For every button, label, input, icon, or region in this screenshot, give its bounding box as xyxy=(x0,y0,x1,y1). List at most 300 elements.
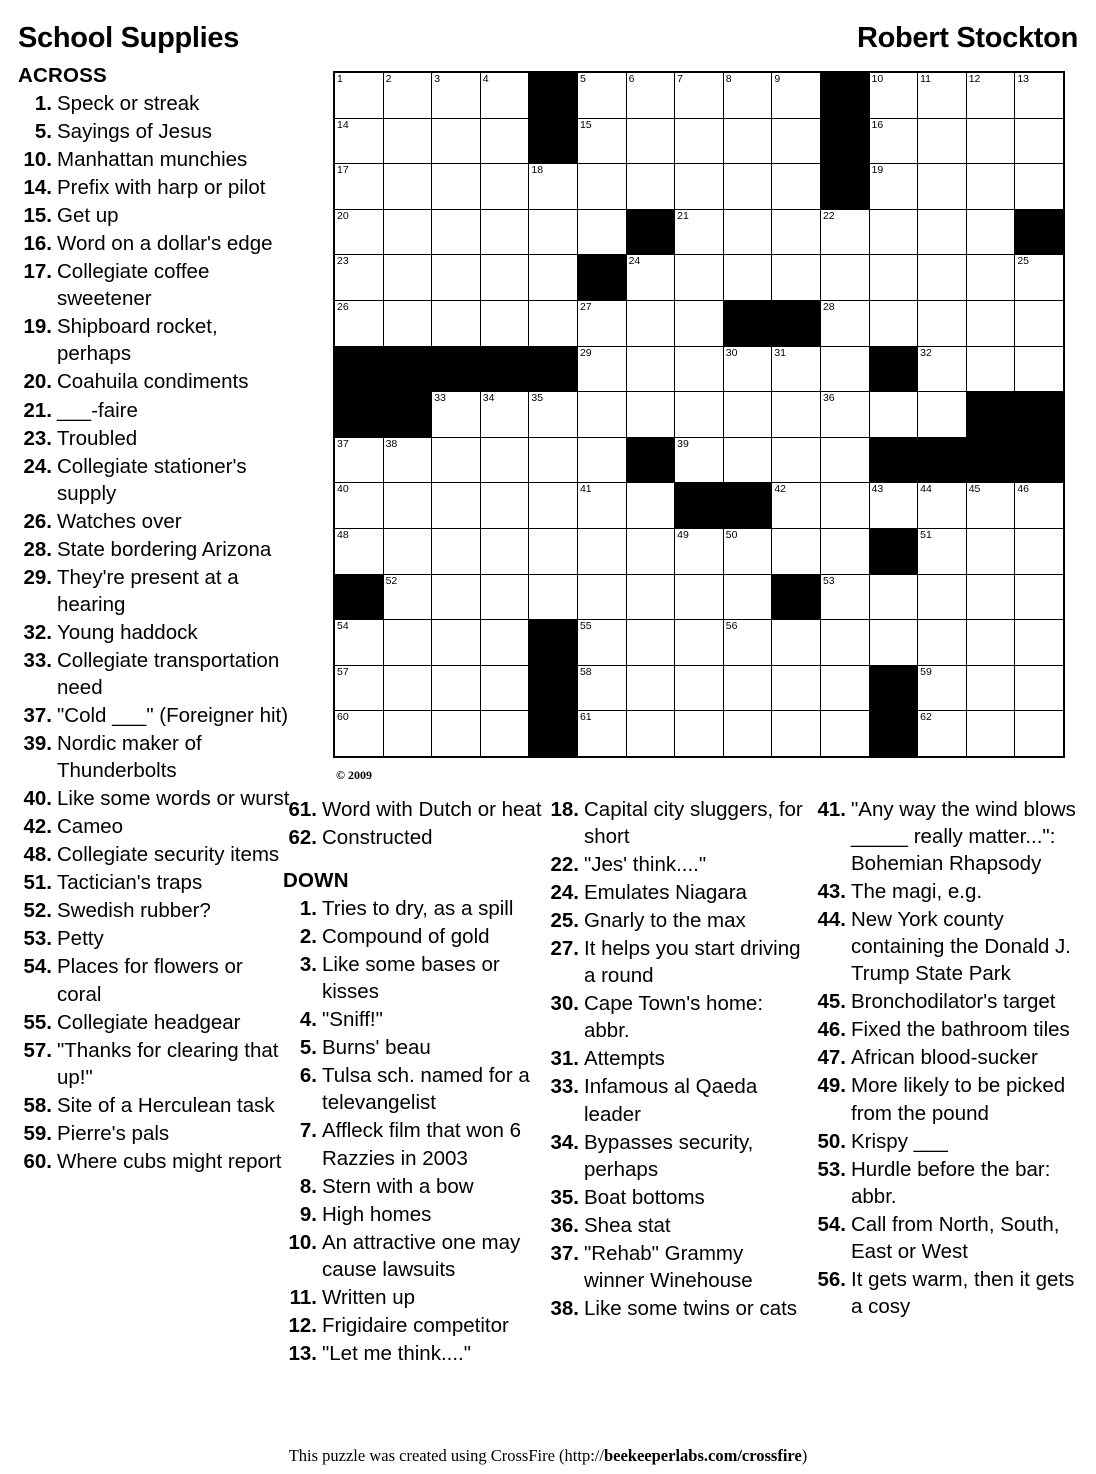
grid-cell-number: 30 xyxy=(725,346,738,359)
clue-item xyxy=(545,879,807,906)
grid-cell[interactable] xyxy=(918,118,967,164)
clue-text: Tactician's traps xyxy=(57,871,203,895)
grid-block-cell xyxy=(723,483,772,529)
grid-block-cell xyxy=(334,574,383,620)
grid-cell-number: 36 xyxy=(822,392,835,405)
grid-cell[interactable] xyxy=(675,164,724,210)
grid-cell[interactable] xyxy=(432,483,481,529)
clue-item xyxy=(18,619,290,646)
grid-cell-number: 45 xyxy=(968,483,981,496)
grid-cell[interactable] xyxy=(918,528,967,574)
grid-cell[interactable] xyxy=(432,255,481,301)
grid-cell[interactable] xyxy=(675,528,724,574)
grid-cell[interactable] xyxy=(1015,574,1064,620)
down-clue-list-2 xyxy=(545,796,807,1322)
grid-cell[interactable] xyxy=(723,209,772,255)
grid-cell[interactable] xyxy=(480,255,529,301)
clue-number: 23. xyxy=(23,426,52,450)
clue-text: Gnarly to the max xyxy=(584,909,746,933)
grid-cell[interactable] xyxy=(820,437,869,483)
grid-cell[interactable] xyxy=(626,118,675,164)
grid-cell[interactable] xyxy=(626,255,675,301)
grid-cell[interactable] xyxy=(820,574,869,620)
grid-cell[interactable] xyxy=(869,164,918,210)
grid-cell[interactable] xyxy=(577,392,626,438)
grid-cell[interactable] xyxy=(480,620,529,666)
clue-item xyxy=(18,953,290,1007)
grid-cell[interactable] xyxy=(577,346,626,392)
grid-cell-number: 14 xyxy=(337,118,349,131)
grid-cell[interactable] xyxy=(529,392,578,438)
grid-cell[interactable] xyxy=(918,620,967,666)
grid-cell[interactable] xyxy=(918,665,967,711)
clue-item xyxy=(18,453,290,507)
grid-cell[interactable] xyxy=(1015,300,1064,346)
clue-item xyxy=(545,1184,807,1211)
clue-text: Krispy ___ xyxy=(851,1129,948,1153)
grid-cell[interactable] xyxy=(723,255,772,301)
grid-cell[interactable] xyxy=(334,118,383,164)
clue-item xyxy=(545,990,807,1044)
grid-cell[interactable] xyxy=(675,209,724,255)
grid-cell[interactable] xyxy=(1015,255,1064,301)
clue-number: 47. xyxy=(817,1046,846,1070)
clue-text: Infamous al Qaeda leader xyxy=(584,1075,758,1126)
clue-text: Tries to dry, as a spill xyxy=(322,897,514,921)
grid-cell[interactable] xyxy=(772,118,821,164)
grid-cell[interactable] xyxy=(675,72,724,118)
clue-number: 54. xyxy=(817,1212,846,1236)
grid-cell[interactable] xyxy=(480,528,529,574)
grid-cell[interactable] xyxy=(480,72,529,118)
grid-cell-number: 28 xyxy=(822,300,835,313)
clue-number: 55. xyxy=(23,1010,52,1034)
crossword-grid[interactable] xyxy=(333,71,1065,758)
clue-item xyxy=(545,1240,807,1294)
grid-cell[interactable] xyxy=(432,574,481,620)
grid-cell[interactable] xyxy=(966,665,1015,711)
clue-item xyxy=(18,536,290,563)
grid-cell[interactable] xyxy=(529,164,578,210)
grid-cell[interactable] xyxy=(966,574,1015,620)
clue-number: 61. xyxy=(288,798,317,821)
clue-item xyxy=(545,1073,807,1127)
clue-text: Fixed the bathroom tiles xyxy=(851,1018,1070,1042)
clue-text: "Cold ___" (Foreigner hit) xyxy=(57,704,289,728)
grid-cell[interactable] xyxy=(626,665,675,711)
grid-cell[interactable] xyxy=(723,620,772,666)
clue-text: Prefix with harp or pilot xyxy=(57,176,266,200)
grid-cell[interactable] xyxy=(626,620,675,666)
grid-cell[interactable] xyxy=(334,72,383,118)
grid-cell[interactable] xyxy=(723,574,772,620)
crossword-grid-table[interactable] xyxy=(333,71,1065,758)
grid-cell[interactable] xyxy=(383,437,432,483)
page-header xyxy=(18,22,1078,58)
grid-cell[interactable] xyxy=(577,209,626,255)
grid-block-cell xyxy=(820,164,869,210)
grid-cell-number: 5 xyxy=(579,73,586,85)
grid-cell[interactable] xyxy=(675,346,724,392)
clue-number: 3. xyxy=(299,953,317,977)
grid-cell[interactable] xyxy=(966,620,1015,666)
grid-cell[interactable] xyxy=(1015,665,1064,711)
grid-cell[interactable] xyxy=(383,483,432,529)
grid-cell[interactable] xyxy=(966,528,1015,574)
grid-cell[interactable] xyxy=(869,118,918,164)
grid-cell[interactable] xyxy=(626,346,675,392)
grid-cell[interactable] xyxy=(1015,118,1064,164)
grid-cell[interactable] xyxy=(675,574,724,620)
grid-block-cell xyxy=(820,118,869,164)
grid-cell[interactable] xyxy=(869,72,918,118)
grid-cell-number: 12 xyxy=(968,73,981,85)
clue-item xyxy=(283,1201,543,1228)
grid-cell[interactable] xyxy=(432,620,481,666)
clue-item xyxy=(283,1006,543,1033)
grid-cell[interactable] xyxy=(626,72,675,118)
grid-cell[interactable] xyxy=(675,665,724,711)
grid-cell-number: 34 xyxy=(482,392,495,405)
grid-cell[interactable] xyxy=(675,437,724,483)
grid-cell[interactable] xyxy=(820,209,869,255)
grid-cell[interactable] xyxy=(626,300,675,346)
clue-item xyxy=(812,796,1080,877)
grid-cell[interactable] xyxy=(529,255,578,301)
grid-cell[interactable] xyxy=(480,437,529,483)
grid-cell[interactable] xyxy=(529,300,578,346)
grid-cell[interactable] xyxy=(334,300,383,346)
grid-cell[interactable] xyxy=(772,346,821,392)
clue-number: 58. xyxy=(23,1093,52,1117)
grid-cell-number: 32 xyxy=(920,346,932,359)
grid-row xyxy=(334,72,1064,118)
grid-cell[interactable] xyxy=(869,483,918,529)
grid-cell[interactable] xyxy=(675,392,724,438)
grid-cell[interactable] xyxy=(772,665,821,711)
grid-cell-number: 26 xyxy=(337,300,349,313)
grid-cell[interactable] xyxy=(529,483,578,529)
grid-cell[interactable] xyxy=(723,164,772,210)
grid-cell[interactable] xyxy=(966,209,1015,255)
grid-cell[interactable] xyxy=(577,300,626,346)
grid-cell[interactable] xyxy=(918,346,967,392)
grid-block-cell xyxy=(1015,437,1064,483)
grid-cell[interactable] xyxy=(432,528,481,574)
grid-cell[interactable] xyxy=(577,528,626,574)
grid-cell[interactable] xyxy=(772,620,821,666)
grid-cell[interactable] xyxy=(723,118,772,164)
grid-cell[interactable] xyxy=(334,164,383,210)
grid-cell[interactable] xyxy=(383,711,432,757)
grid-cell[interactable] xyxy=(334,665,383,711)
grid-cell[interactable] xyxy=(820,346,869,392)
grid-cell[interactable] xyxy=(966,711,1015,757)
grid-cell[interactable] xyxy=(820,665,869,711)
grid-cell[interactable] xyxy=(480,209,529,255)
clue-item xyxy=(18,1148,290,1175)
grid-cell[interactable] xyxy=(1015,620,1064,666)
grid-cell-number: 62 xyxy=(920,711,932,724)
grid-cell[interactable] xyxy=(772,255,821,301)
grid-cell[interactable] xyxy=(529,528,578,574)
clue-item xyxy=(18,1092,290,1119)
grid-block-cell xyxy=(626,209,675,255)
clue-item xyxy=(18,425,290,452)
grid-cell[interactable] xyxy=(577,620,626,666)
grid-cell[interactable] xyxy=(432,118,481,164)
clue-text: Cameo xyxy=(57,815,124,839)
grid-cell[interactable] xyxy=(432,72,481,118)
grid-cell[interactable] xyxy=(577,437,626,483)
clue-number: 31. xyxy=(550,1047,579,1071)
clue-number: 45. xyxy=(817,990,846,1014)
grid-cell[interactable] xyxy=(577,665,626,711)
grid-cell[interactable] xyxy=(480,118,529,164)
grid-cell[interactable] xyxy=(334,483,383,529)
grid-cell[interactable] xyxy=(383,665,432,711)
grid-cell-number: 59 xyxy=(920,665,932,678)
grid-cell[interactable] xyxy=(383,118,432,164)
grid-cell[interactable] xyxy=(334,620,383,666)
across-heading: ACROSS xyxy=(18,64,107,87)
grid-cell[interactable] xyxy=(334,711,383,757)
grid-cell[interactable] xyxy=(1015,164,1064,210)
grid-cell[interactable] xyxy=(772,711,821,757)
grid-cell[interactable] xyxy=(577,483,626,529)
clue-text: Collegiate coffee sweetener xyxy=(57,260,210,311)
down-clue-list-3 xyxy=(812,796,1080,1320)
grid-cell[interactable] xyxy=(966,72,1015,118)
grid-cell[interactable] xyxy=(966,118,1015,164)
clue-number: 24. xyxy=(550,881,579,905)
grid-block-cell xyxy=(480,346,529,392)
grid-cell[interactable] xyxy=(966,483,1015,529)
grid-cell[interactable] xyxy=(480,300,529,346)
grid-cell[interactable] xyxy=(723,72,772,118)
clue-number: 49. xyxy=(817,1074,846,1098)
grid-cell[interactable] xyxy=(383,300,432,346)
grid-cell[interactable] xyxy=(772,164,821,210)
clue-number: 7. xyxy=(299,1119,317,1143)
grid-cell[interactable] xyxy=(772,483,821,529)
grid-block-cell xyxy=(772,574,821,620)
grid-cell[interactable] xyxy=(577,118,626,164)
grid-cell[interactable] xyxy=(432,209,481,255)
clue-text: Capital city sluggers, for short xyxy=(584,798,803,849)
grid-cell[interactable] xyxy=(918,72,967,118)
grid-cell[interactable] xyxy=(334,528,383,574)
grid-cell[interactable] xyxy=(480,665,529,711)
grid-cell[interactable] xyxy=(626,483,675,529)
grid-row xyxy=(334,164,1064,210)
grid-row xyxy=(334,483,1064,529)
grid-cell[interactable] xyxy=(529,437,578,483)
grid-cell[interactable] xyxy=(723,665,772,711)
grid-cell[interactable] xyxy=(918,392,967,438)
clue-text: Word on a dollar's edge xyxy=(57,232,273,256)
grid-cell[interactable] xyxy=(820,392,869,438)
grid-cell[interactable] xyxy=(723,437,772,483)
grid-cell[interactable] xyxy=(1015,346,1064,392)
clue-item xyxy=(18,118,290,145)
grid-cell[interactable] xyxy=(869,209,918,255)
clue-number: 56. xyxy=(817,1267,846,1291)
clue-number: 36. xyxy=(550,1213,579,1237)
grid-cell[interactable] xyxy=(383,72,432,118)
grid-cell[interactable] xyxy=(675,118,724,164)
grid-cell[interactable] xyxy=(820,255,869,301)
grid-cell[interactable] xyxy=(432,392,481,438)
grid-cell[interactable] xyxy=(820,300,869,346)
clue-item xyxy=(812,1072,1080,1126)
grid-cell[interactable] xyxy=(820,528,869,574)
grid-cell[interactable] xyxy=(869,574,918,620)
clue-number: 21. xyxy=(23,398,52,422)
clue-number: 10. xyxy=(23,148,52,172)
clue-item xyxy=(18,146,290,173)
copyright-notice: © 2009 xyxy=(336,768,372,782)
grid-cell-number: 16 xyxy=(871,118,884,131)
grid-cell[interactable] xyxy=(577,164,626,210)
grid-cell[interactable] xyxy=(432,437,481,483)
grid-cell[interactable] xyxy=(334,437,383,483)
grid-cell[interactable] xyxy=(966,300,1015,346)
clue-item xyxy=(18,647,290,701)
grid-cell[interactable] xyxy=(529,209,578,255)
grid-cell[interactable] xyxy=(918,164,967,210)
grid-cell-number: 42 xyxy=(774,483,787,496)
grid-cell[interactable] xyxy=(480,574,529,620)
clue-number: 35. xyxy=(550,1185,579,1209)
grid-cell[interactable] xyxy=(675,620,724,666)
grid-block-cell xyxy=(869,528,918,574)
grid-cell-number: 24 xyxy=(628,255,641,268)
grid-cell[interactable] xyxy=(383,528,432,574)
grid-cell[interactable] xyxy=(918,255,967,301)
clue-text: Like some twins or cats xyxy=(584,1296,798,1320)
grid-cell[interactable] xyxy=(1015,72,1064,118)
clue-text: They're present at a hearing xyxy=(57,565,239,616)
grid-cell[interactable] xyxy=(723,711,772,757)
grid-cell[interactable] xyxy=(675,711,724,757)
clue-text: African blood-sucker xyxy=(851,1046,1038,1070)
grid-cell[interactable] xyxy=(480,483,529,529)
grid-cell[interactable] xyxy=(334,209,383,255)
grid-cell[interactable] xyxy=(432,300,481,346)
grid-cell[interactable] xyxy=(772,437,821,483)
grid-cell[interactable] xyxy=(918,574,967,620)
grid-cell[interactable] xyxy=(383,255,432,301)
grid-cell[interactable] xyxy=(918,483,967,529)
clue-text: Like some words or wurst xyxy=(57,787,290,811)
footer-credit xyxy=(0,1446,1096,1466)
grid-cell[interactable] xyxy=(626,164,675,210)
clue-text: State bordering Arizona xyxy=(57,537,272,561)
grid-cell[interactable] xyxy=(480,164,529,210)
grid-cell[interactable] xyxy=(772,528,821,574)
grid-cell-number: 48 xyxy=(337,528,349,541)
grid-cell[interactable] xyxy=(675,300,724,346)
grid-cell[interactable] xyxy=(966,346,1015,392)
grid-cell[interactable] xyxy=(577,574,626,620)
clue-item xyxy=(18,841,290,868)
grid-cell[interactable] xyxy=(723,392,772,438)
grid-cell[interactable] xyxy=(1015,528,1064,574)
grid-cell[interactable] xyxy=(1015,711,1064,757)
clue-item xyxy=(18,508,290,535)
grid-cell[interactable] xyxy=(383,574,432,620)
grid-cell-number: 31 xyxy=(774,346,787,359)
clue-number: 62. xyxy=(288,826,317,850)
grid-cell[interactable] xyxy=(966,164,1015,210)
clue-number: 40. xyxy=(23,787,52,811)
grid-cell[interactable] xyxy=(480,711,529,757)
grid-cell[interactable] xyxy=(529,574,578,620)
grid-cell[interactable] xyxy=(432,164,481,210)
clue-item xyxy=(283,951,543,1005)
grid-cell[interactable] xyxy=(869,255,918,301)
clue-text: Hurdle before the bar: abbr. xyxy=(851,1157,1051,1208)
grid-cell[interactable] xyxy=(383,164,432,210)
grid-cell[interactable] xyxy=(480,392,529,438)
grid-cell[interactable] xyxy=(869,300,918,346)
grid-cell[interactable] xyxy=(334,255,383,301)
grid-cell[interactable] xyxy=(626,711,675,757)
grid-cell[interactable] xyxy=(723,528,772,574)
grid-cell[interactable] xyxy=(1015,483,1064,529)
grid-cell[interactable] xyxy=(432,665,481,711)
grid-cell-number: 17 xyxy=(337,164,349,177)
grid-cell[interactable] xyxy=(626,528,675,574)
clue-number: 1. xyxy=(34,92,52,115)
grid-cell[interactable] xyxy=(675,255,724,301)
grid-cell[interactable] xyxy=(772,209,821,255)
grid-cell[interactable] xyxy=(383,209,432,255)
grid-cell[interactable] xyxy=(820,483,869,529)
grid-cell[interactable] xyxy=(869,620,918,666)
clue-item xyxy=(18,397,290,424)
grid-cell[interactable] xyxy=(772,72,821,118)
grid-cell-number: 50 xyxy=(725,528,738,541)
clue-number: 28. xyxy=(23,537,52,561)
grid-cell[interactable] xyxy=(626,392,675,438)
clue-item xyxy=(283,1340,543,1367)
grid-cell[interactable] xyxy=(626,574,675,620)
grid-cell[interactable] xyxy=(918,300,967,346)
grid-cell[interactable] xyxy=(577,711,626,757)
grid-cell[interactable] xyxy=(820,711,869,757)
grid-cell[interactable] xyxy=(723,346,772,392)
grid-cell[interactable] xyxy=(918,711,967,757)
grid-cell[interactable] xyxy=(432,711,481,757)
clue-item xyxy=(283,1284,543,1311)
grid-cell[interactable] xyxy=(772,392,821,438)
clue-item xyxy=(545,1295,807,1322)
clue-item xyxy=(283,1173,543,1200)
grid-cell[interactable] xyxy=(918,209,967,255)
grid-cell[interactable] xyxy=(869,392,918,438)
grid-cell[interactable] xyxy=(966,255,1015,301)
grid-cell[interactable] xyxy=(383,620,432,666)
grid-cell-number: 60 xyxy=(337,711,349,724)
grid-cell[interactable] xyxy=(820,620,869,666)
clue-text: Call from North, South, East or West xyxy=(851,1212,1060,1263)
grid-block-cell xyxy=(772,300,821,346)
grid-cell[interactable] xyxy=(577,72,626,118)
grid-row xyxy=(334,711,1064,757)
author-name: Robert Stockton xyxy=(856,22,1078,54)
